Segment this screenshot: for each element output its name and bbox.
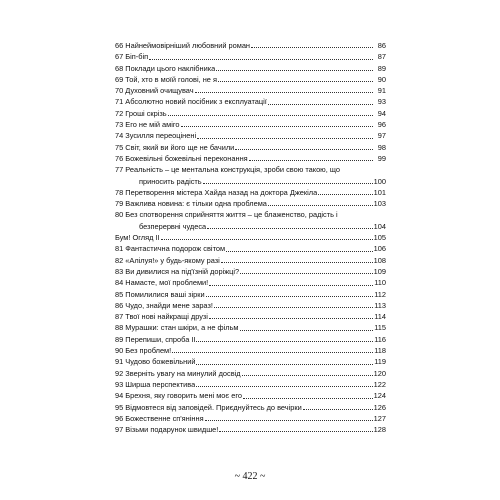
dot-leader [219, 431, 372, 432]
toc-entry-page: 91 [377, 86, 386, 96]
toc-entry [115, 232, 386, 243]
toc-entry-title: 78 Перетворення містера Хайда назад на доктора Джекіла [115, 187, 318, 197]
toc-entry [115, 402, 386, 413]
toc-entry-title: 68 Поклади цього наклібника [115, 63, 216, 73]
dot-leader [216, 70, 373, 71]
toc-entry-title-continued: безперервні чудеса [139, 221, 207, 231]
toc-entry-page: 89 [377, 63, 386, 73]
toc-entry-title: 73 Его не мій аміго [115, 120, 180, 130]
toc-entry [115, 322, 386, 333]
toc-entry-title: 84 Намасте, мої проблеми! [115, 278, 209, 288]
toc-entry-page: 113 [374, 300, 386, 310]
dot-leader [235, 149, 373, 150]
toc-entry-page: 100 [373, 176, 386, 186]
toc-entry [115, 368, 386, 379]
toc-entry [115, 74, 386, 85]
toc-entry-page: 126 [373, 402, 386, 412]
toc-entry-title: 74 Зусилля переоцінені [115, 131, 197, 141]
toc-entry-page: 90 [377, 74, 386, 84]
toc-entry [115, 390, 386, 401]
toc-entry-page: 98 [377, 142, 386, 152]
dot-leader [218, 81, 373, 82]
dot-leader [168, 115, 373, 116]
toc-entry [115, 356, 386, 367]
toc-entry-page: 124 [373, 391, 386, 401]
toc-entry-page: 104 [373, 221, 386, 231]
toc-entry-page: 114 [374, 312, 386, 322]
toc-entry-page: 96 [377, 120, 386, 130]
toc-entry-page: 128 [373, 425, 386, 435]
toc-entry [115, 108, 386, 119]
toc-entry-page: 110 [374, 278, 386, 288]
dot-leader [318, 194, 372, 195]
dot-leader [214, 307, 373, 308]
dot-leader [243, 398, 373, 399]
dot-leader [209, 285, 373, 286]
toc-entry-title: 90 Без проблем! [115, 346, 172, 356]
toc-entry-page: 119 [374, 357, 386, 367]
toc-entry-page: 122 [373, 379, 386, 389]
toc-entry [115, 334, 386, 345]
toc-entry-title: 80 Без спотворення сприйняття життя – це блаженство, радість і [115, 210, 338, 220]
toc-entry-title: 91 Чудово божевільний [115, 357, 196, 367]
toc-entry-page: 105 [373, 233, 386, 243]
toc-entry-title: 70 Духовний очищувач [115, 86, 194, 96]
toc-entry-title: 94 Брехня, яку говорить мені моє его [115, 391, 242, 401]
toc-entry-title: 82 «Алілуя!» у будь-якому разі [115, 255, 220, 265]
toc-entry [115, 187, 386, 198]
toc-entry-page: 116 [374, 334, 386, 344]
toc-entry [115, 266, 386, 277]
toc-entry-page: 118 [374, 346, 386, 356]
toc-entry-page: 108 [373, 255, 386, 265]
dot-leader [196, 364, 373, 365]
toc-entry-page: 115 [374, 323, 386, 333]
toc-entry-title: 88 Мурашки: стан шкіри, а не фільм [115, 323, 239, 333]
toc-entry [115, 209, 386, 232]
toc-entry [115, 345, 386, 356]
toc-entry-title: 79 Важлива новина: є тільки одна проблема [115, 199, 267, 209]
toc-entry-title: 86 Чудо, знайди мене зараз! [115, 300, 213, 310]
dot-leader [303, 409, 373, 410]
toc-entry-title: 76 Божевільні божевільні переконання [115, 153, 248, 163]
toc-entry [115, 51, 386, 62]
toc-entry-title: 66 Найнеймовірніший любовний роман [115, 41, 251, 50]
toc-entry-title: 93 Ширша перспектива [115, 379, 196, 389]
toc-entry [115, 142, 386, 153]
toc-entry-page: 103 [373, 199, 386, 209]
toc-entry [115, 130, 386, 141]
toc-entry-title: 87 Твої нові найкращі друзі [115, 312, 208, 322]
page-number-footer: ~ 422 ~ [234, 471, 266, 482]
toc-entry-title: 97 Візьми подарунок швидше! [115, 425, 219, 435]
dot-leader [161, 239, 373, 240]
toc-entry [115, 85, 386, 96]
dot-leader [240, 330, 373, 331]
dot-leader [242, 375, 373, 376]
dot-leader [249, 160, 373, 161]
toc-entry-title: 71 Абсолютно новий посібник з експлуатації [115, 97, 267, 107]
dot-leader [197, 138, 373, 139]
toc-entry-page: 86 [377, 41, 386, 50]
toc-entry-page: 109 [373, 266, 386, 276]
toc-entry [115, 63, 386, 74]
toc-entry-page: 106 [373, 244, 386, 254]
toc-entry-title: 75 Світ, який ви його ще не бачили [115, 142, 235, 152]
dot-leader [226, 251, 373, 252]
dot-leader [209, 318, 373, 319]
toc-entry [115, 119, 386, 130]
toc-entry-title: 92 Зверніть увагу на минулий досвід [115, 368, 241, 378]
dot-leader [221, 262, 373, 263]
toc-entry [115, 379, 386, 390]
toc-entry-title: 77 Реальність – це ментальна конструкція, зроби свою такою, що [115, 165, 340, 175]
toc-entry [115, 198, 386, 209]
toc-entry [115, 311, 386, 322]
toc-entry [115, 413, 386, 424]
toc-entry [115, 40, 386, 51]
toc-entry [115, 153, 386, 164]
dot-leader [268, 104, 373, 105]
dot-leader [181, 126, 373, 127]
dot-leader [196, 386, 372, 387]
toc-entry [115, 277, 386, 288]
toc-entry-page: 120 [373, 368, 386, 378]
toc-entry-page: 112 [374, 289, 386, 299]
toc-entry-title: 72 Гроші скрізь [115, 108, 167, 118]
dot-leader [240, 273, 373, 274]
toc-entry [115, 255, 386, 266]
toc-entry-title: 95 Відмовтеся від заповідей. Приєднуйтесь до вечірки [115, 402, 302, 412]
toc-entry [115, 243, 386, 254]
toc-entry-title: 96 Божественне сп'яніння [115, 413, 204, 423]
dot-leader [206, 296, 373, 297]
table-of-contents [115, 40, 386, 435]
toc-entry-title: 67 Біп-біп [115, 52, 149, 62]
dot-leader [268, 205, 373, 206]
dot-leader [203, 183, 373, 184]
toc-entry [115, 96, 386, 107]
dot-leader [196, 341, 373, 342]
toc-entry [115, 424, 386, 435]
toc-entry [115, 300, 386, 311]
toc-entry-page: 93 [377, 97, 386, 107]
dot-leader [149, 59, 373, 60]
toc-entry-title: 81 Фантастична подорож світом [115, 244, 226, 254]
dot-leader [207, 228, 372, 229]
toc-entry [115, 164, 386, 187]
toc-entry-title: 69 Той, хто в моїй голові, не я [115, 74, 217, 84]
toc-entry [115, 289, 386, 300]
toc-entry-page: 99 [377, 153, 386, 163]
toc-entry-title: 89 Перепиши, спроба ІІ [115, 334, 196, 344]
dot-leader [205, 420, 373, 421]
toc-entry-title: Бум! Огляд ІІ [115, 233, 160, 243]
dot-leader [251, 47, 373, 48]
toc-entry-title: 85 Помилилися ваші зірки [115, 289, 205, 299]
toc-entry-title: 83 Ви дивилися на під'їзній доріжці? [115, 266, 240, 276]
toc-entry-page: 101 [373, 187, 386, 197]
toc-entry-page: 127 [373, 413, 386, 423]
dot-leader [172, 352, 373, 353]
toc-entry-title-continued: приносить радість [139, 176, 202, 186]
dot-leader [195, 92, 373, 93]
toc-entry-page: 97 [377, 131, 386, 141]
toc-entry-page: 87 [377, 52, 386, 62]
toc-entry-page: 94 [377, 108, 386, 118]
